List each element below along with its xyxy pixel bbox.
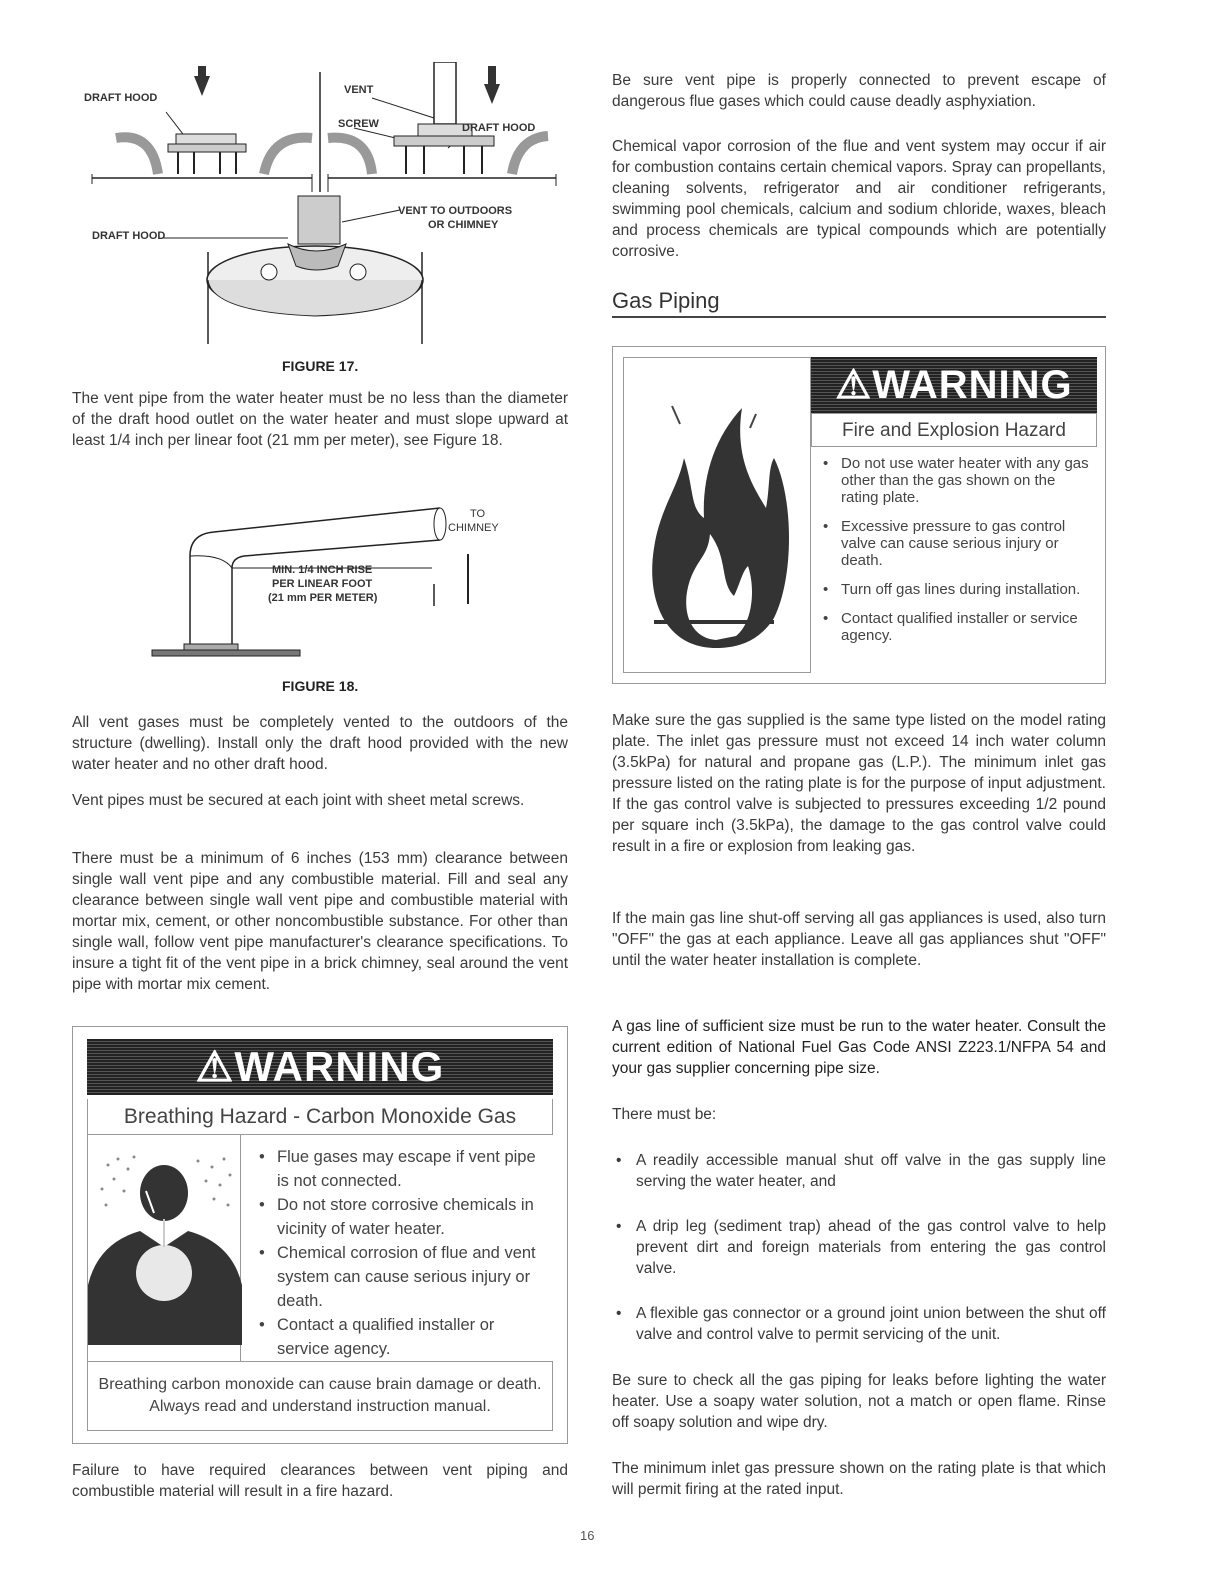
gas-requirements-list <box>612 1150 1106 1345</box>
warning-carbon-monoxide <box>72 1026 568 1444</box>
warning-co-footer: Breathing carbon monoxide can cause brain damage or death. Always read and understand instruction manual. <box>87 1361 553 1431</box>
right-para-min-pressure: The minimum inlet gas pressure shown on the rating plate is that which will permit firing at the rated input. <box>612 1460 1106 1498</box>
right-para-leak-check: Be sure to check all the gas piping for leaks before lighting the water heater. Use a soapy water solution, not a match or open flame. Rinse off soapy solution and wipe dry. <box>612 1372 1106 1431</box>
fig18-label-rise-2: PER LINEAR FOOT <box>272 578 373 590</box>
right-para-gas-line-size: A gas line of sufficient size must be run to the water heater. Consult the current edition of National Fuel Gas Code ANSI Z223.1/NFPA 54 and your gas supplier concerning pipe size. <box>612 1018 1106 1077</box>
warning-fire-banner-text: WARNING <box>872 363 1073 407</box>
fig18-label-to: TO <box>470 508 486 520</box>
right-para-vent-connected: Be sure vent pipe is properly connected to prevent escape of dangerous flue gases which could cause deadly asphyxiation. <box>612 72 1106 110</box>
fig18-label-rise-3: (21 mm PER METER) <box>268 592 378 604</box>
right-para-shut-off: If the main gas line shut-off serving all gas appliances is used, also turn "OFF" the gas at each appliance. Leave all gas appliances shut "OFF" until the water heater installation is complete. <box>612 910 1106 969</box>
fig18-label-rise-1: MIN. 1/4 INCH RISE <box>272 564 373 576</box>
warning-co-bullets <box>253 1145 549 1361</box>
section-divider <box>612 316 1106 318</box>
fig17-label-vent: VENT <box>344 84 374 96</box>
co-person-illustration <box>87 1135 241 1361</box>
warning-fire-hazard-title: Fire and Explosion Hazard <box>811 413 1097 447</box>
warning-co-banner <box>87 1039 553 1095</box>
left-para-clearance-hazard: Failure to have required clearances between vent piping and combustible material will result in a fire hazard. <box>72 1462 568 1500</box>
left-para-clearance: There must be a minimum of 6 inches (153 mm) clearance between single wall vent pipe and any combustible material. Fill and seal any clearance between single wall vent pipe and combustible material with mortar mix, cement, or other noncombustible substance. For other than single wall, follow vent pipe manufacturer's clearance specifications. To insure a tight fit of the vent pipe in a brick chimney, seal around the vent pipe with mortar mix cement. <box>72 850 568 993</box>
requirement-item: • A flexible gas connector or a ground joint union between the shut off valve and control valve to permit servicing of the unit. <box>612 1303 1106 1345</box>
warning-fire-bullet: • Contact qualified installer or service agency. <box>817 610 1091 644</box>
fig17-label-draft-hood-bottom: DRAFT HOOD <box>92 230 166 242</box>
left-para-vent-screws: Vent pipes must be secured at each joint with sheet metal screws. <box>72 792 525 809</box>
right-para-there-must-be: There must be: <box>612 1106 717 1123</box>
requirement-item: • A readily accessible manual shut off valve in the gas supply line serving the water heater, and <box>612 1150 1106 1192</box>
right-para-gas-type: Make sure the gas supplied is the same type listed on the model rating plate. The inlet gas pressure must not exceed 14 inch water column (3.5kPa) for natural and propane gas (L.P.). The minimum inlet gas pressure listed on the rating plate is for the purpose of input adjustment. If the gas control valve is subjected to pressures exceeding 1/2 pound per square inch (3.5kPa), the damage to the gas control valve could result in a fire or explosion from leaking gas. <box>612 712 1106 855</box>
left-para-vent-pipe-diameter: The vent pipe from the water heater must be no less than the diameter of the draft hood outlet on the water heater and must slope upward at least 1/4 inch per linear foot (21 mm per meter), see Figure 18. <box>72 390 568 449</box>
warning-co-bullet: • Do not store corrosive chemicals in vicinity of water heater. <box>253 1193 549 1241</box>
requirement-item: • A drip leg (sediment trap) ahead of the gas control valve to help prevent dirt and foreign materials from entering the gas control valve. <box>612 1216 1106 1279</box>
inhaling-person-icon <box>88 1135 242 1361</box>
left-para-vent-outdoors: All vent gases must be completely vented to the outdoors of the structure (dwelling). Install only the draft hood provided with the new water heater and no other draft hood. <box>72 714 568 773</box>
fig17-label-screw: SCREW <box>338 118 379 130</box>
flame-icon <box>624 358 810 672</box>
section-title-gas-piping: Gas Piping <box>612 288 720 313</box>
right-para-chemical-corrosion: Chemical vapor corrosion of the flue and vent system may occur if air for combustion contains certain chemical vapors. Spray can propellants, cleaning solvents, refrigerator and air conditioner refrigerants, swimming pool chemicals, calcium and sodium chloride, waxes, bleach and process chemicals are typical compounds which are potentially corrosive. <box>612 138 1106 260</box>
fig17-label-draft-hood-right: DRAFT HOOD <box>462 122 536 134</box>
figure-18-caption: FIGURE 18. <box>282 678 359 694</box>
warning-fire-bullets <box>817 455 1091 644</box>
warning-fire-bullet: • Excessive pressure to gas control valve can cause serious injury or death. <box>817 518 1091 569</box>
warning-co-bullet: • Flue gases may escape if vent pipe is not connected. <box>253 1145 549 1193</box>
page-number: 16 <box>580 1528 595 1543</box>
warning-fire-banner <box>811 357 1097 413</box>
warning-co-bullet: • Chemical corrosion of flue and vent system can cause serious injury or death. <box>253 1241 549 1313</box>
warning-triangle-icon: ⚠ <box>195 1043 235 1090</box>
warning-co-banner-text: WARNING <box>234 1043 445 1090</box>
fig17-label-draft-hood-top: DRAFT HOOD <box>84 92 158 104</box>
warning-co-hazard-title: Breathing Hazard - Carbon Monoxide Gas <box>87 1099 553 1135</box>
fire-illustration <box>623 357 811 673</box>
figure-18 <box>72 494 568 670</box>
warning-triangle-icon: ⚠ <box>835 363 873 407</box>
figure-17-caption: FIGURE 17. <box>282 358 359 374</box>
fig17-label-vent-outdoors-1: VENT TO OUTDOORS <box>398 205 513 217</box>
warning-fire-explosion <box>612 346 1106 684</box>
warning-fire-bullet: • Do not use water heater with any gas other than the gas shown on the rating plate. <box>817 455 1091 506</box>
fig17-label-vent-outdoors-2: OR CHIMNEY <box>428 219 499 231</box>
figure-17 <box>72 62 568 352</box>
fig18-label-chimney: CHIMNEY <box>448 522 499 534</box>
warning-co-bullet: • Contact a qualified installer or service agency. <box>253 1313 549 1361</box>
warning-fire-bullet: • Turn off gas lines during installation. <box>817 581 1091 598</box>
